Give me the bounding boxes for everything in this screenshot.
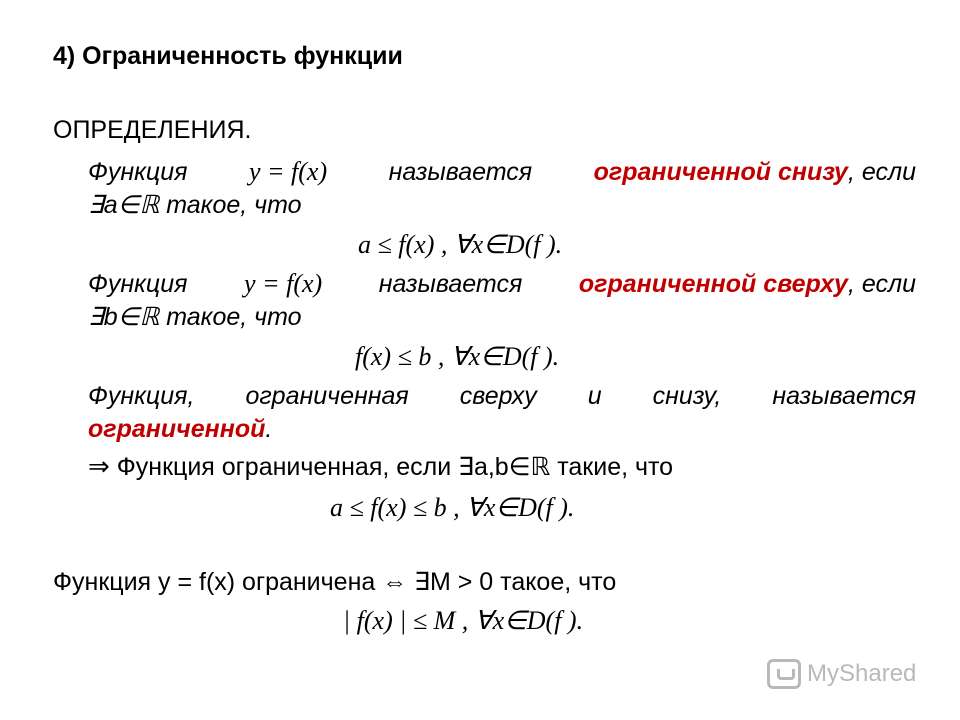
criterion-formula: | f(x) | ≤ M , ∀x∈D(f ). [343,606,584,635]
implication-text: Функция ограниченная, если ∃a,b∈ℝ такие, что [116,453,674,481]
watermark-logo [767,654,916,694]
definition-2-line-2: ∃b∈ℝ такое, что [88,303,302,331]
def2-word-function: Функция [88,270,188,298]
term-bounded-above: ограниченной сверху [578,270,848,298]
def3-word: ограниченная [245,382,409,410]
implication-formula: a ≤ f(x) ≤ b , ∀x∈D(f ). [330,493,575,522]
criterion-line: Функция y = f(x) ограничена ⇔ ∃M > 0 такое, что [53,568,617,596]
definition-1-line-2: ∃a∈ℝ такое, что [88,191,302,219]
definition-3-line-2 [88,414,272,445]
def2-function-notation: y = f(x) [244,269,323,298]
def1-word-function: Функция [88,158,188,186]
implies-symbol: ⇒ [88,452,110,481]
term-bounded: ограниченной [88,415,266,443]
def3-word: и [587,382,602,410]
definition-3-line-1 [88,381,916,411]
term-bounded-below: ограниченной снизу [593,158,848,186]
def3-period: . [265,415,273,443]
def2-if: , если [847,270,916,298]
def1-word-called: называется [388,158,533,186]
implication-line [88,452,673,482]
watermark-text: MyShared [807,660,917,687]
def2-word-called: называется [378,270,523,298]
def3-word: называется [772,382,916,410]
definition-2-line-1 [88,269,916,299]
def1-if: , если [847,158,916,186]
presentation-icon [767,659,801,689]
def3-word: снизу, [652,382,722,410]
definition-1-line-1 [88,157,916,187]
section-heading: 4) Ограниченность функции [53,42,403,70]
definition-1-formula: a ≤ f(x) , ∀x∈D(f ). [358,230,563,259]
definition-2-formula: f(x) ≤ b , ∀x∈D(f ). [355,342,560,371]
definitions-title: ОПРЕДЕЛЕНИЯ. [53,116,252,144]
def3-word: Функция, [88,382,195,410]
def1-function-notation: y = f(x) [248,157,328,186]
def3-word: сверху [459,382,537,410]
